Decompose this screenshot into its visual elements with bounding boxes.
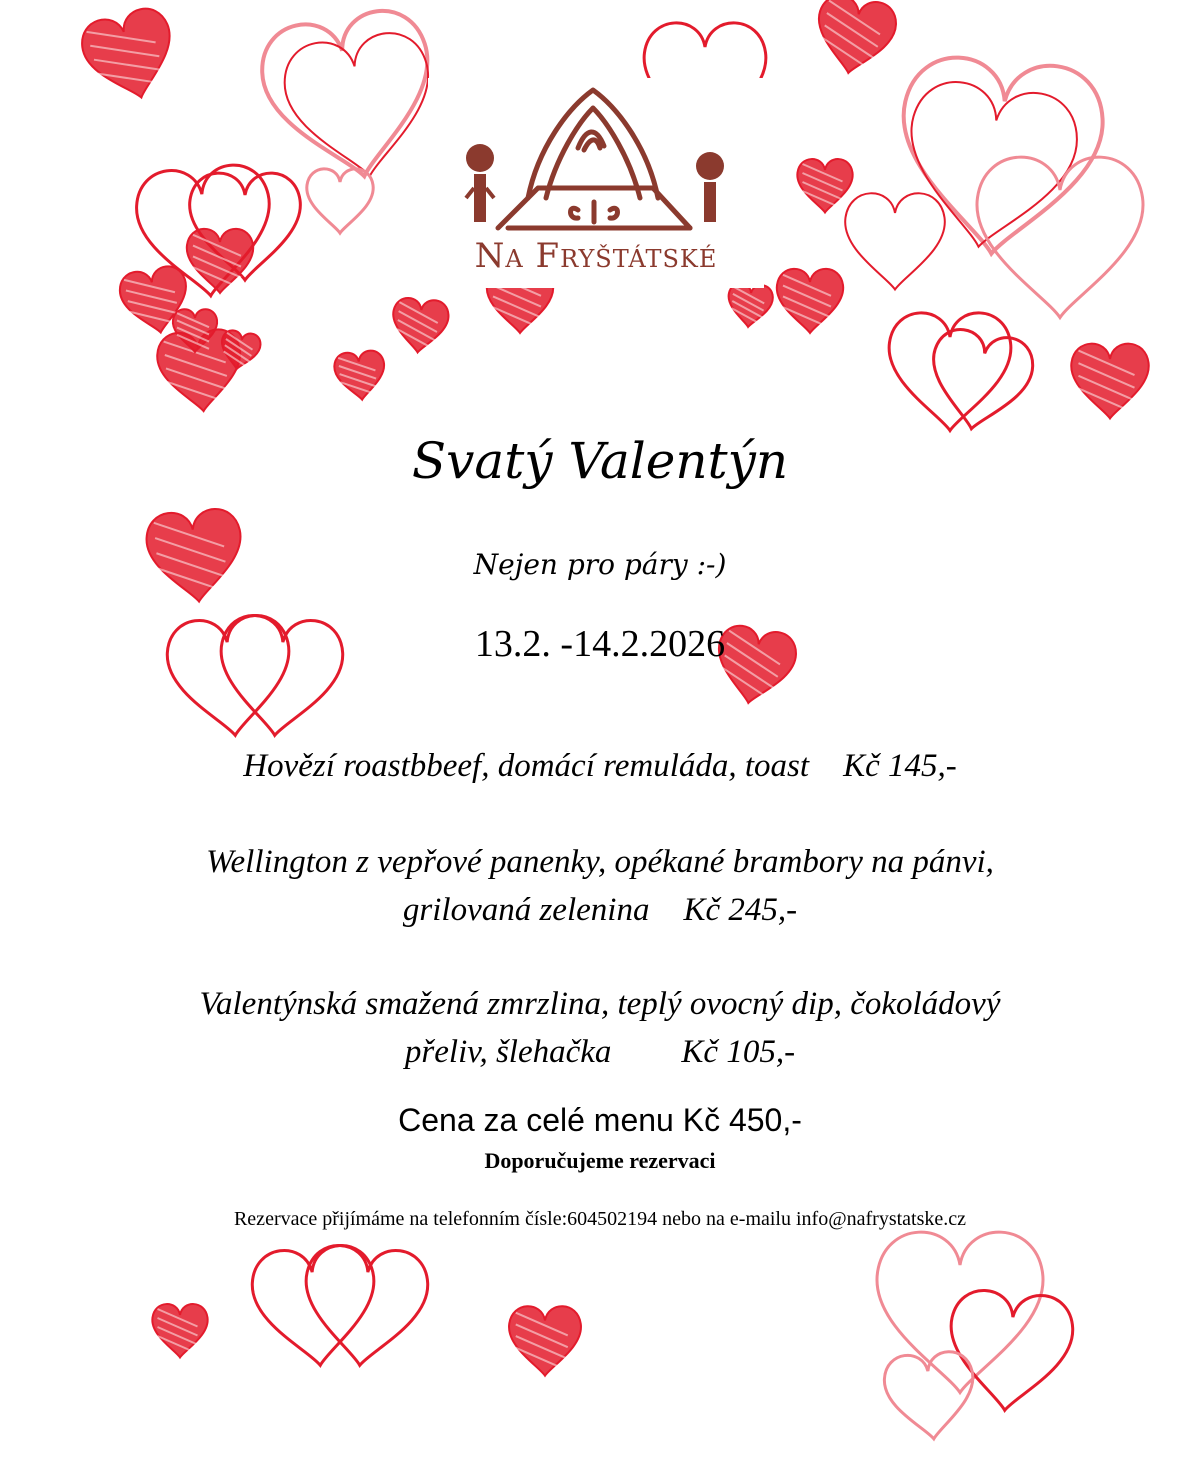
menu-item-description-cont: přeliv, šlehačka (404, 1034, 612, 1070)
menu-item-main (100, 838, 1100, 934)
menu-item-dessert (100, 980, 1100, 1076)
page-title: Svatý Valentýn (411, 432, 789, 490)
event-dates: 13.2. -14.2.2026 (474, 623, 726, 665)
menu-item-description: Hovězí roastbbeef, domácí remuláda, toast (243, 748, 810, 784)
menu-item-description: Valentýnská smažená zmrzlina, teplý ovocný dip, čokoládový (199, 986, 1001, 1022)
total-price: Cena za celé menu Kč 450,- (398, 1102, 802, 1138)
menu-item-price: Kč 105,- (681, 1034, 796, 1070)
subtitle: Nejen pro páry :-) (473, 548, 727, 581)
menu-item-starter (100, 742, 1100, 790)
menu-item-price: Kč 145,- (843, 748, 957, 784)
menu-item-description: Wellington z vepřové panenky, opékané brambory na pánvi, (206, 844, 994, 880)
restaurant-name: Na Fryštátské (474, 236, 718, 276)
menu-item-description-cont: grilovaná zelenina (402, 892, 650, 928)
reservation-recommendation: Doporučujeme rezervaci (484, 1148, 716, 1173)
contact-info: Rezervace přijímáme na telefonním čísle:604502194 nebo na e-mailu info@nafrystatske.cz (233, 1208, 967, 1230)
logo-building-icon (428, 78, 764, 248)
restaurant-logo (428, 78, 764, 288)
menu-item-price: Kč 245,- (683, 892, 798, 928)
